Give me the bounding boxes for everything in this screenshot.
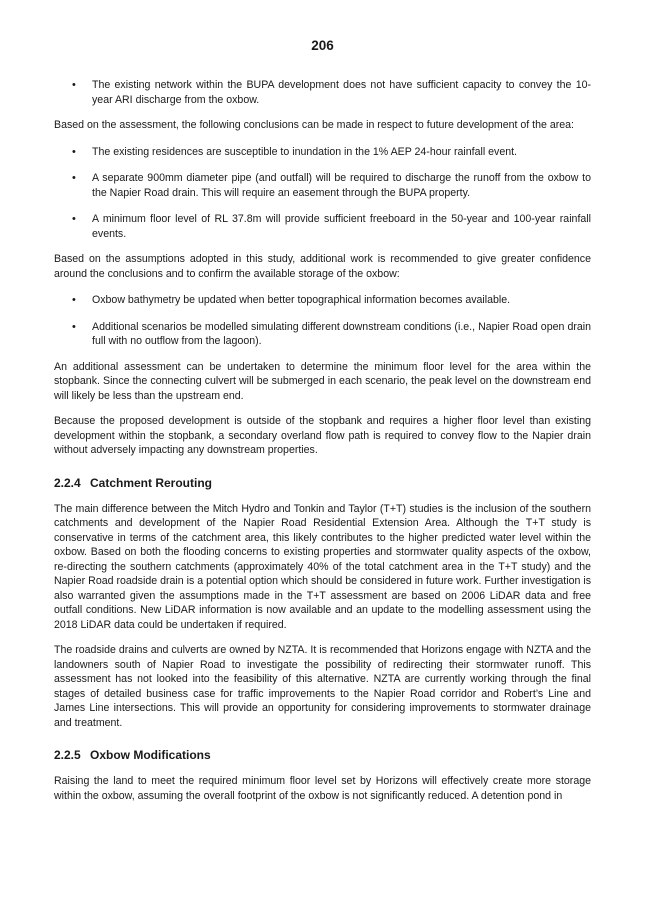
bullet-item: • A separate 900mm diameter pipe (and outfall) will be required to discharge the runoff from the oxbow to the Napier Road drain. This will require an easement through the BUPA property. — [54, 171, 591, 200]
paragraph-because: Because the proposed development is outside of the stopbank and requires a higher floor level than existing development within the stopbank, a secondary overland flow path is required to convey flow to the Napier drain without adversely impacting any downstream properties. — [54, 415, 591, 456]
bullet-item: • The existing network within the BUPA development does not have sufficient capacity to convey the 10-year ARI discharge from the oxbow. — [54, 78, 591, 107]
bullet-item: • A minimum floor level of RL 37.8m will provide sufficient freeboard in the 50-year and 100-year rainfall events. — [54, 212, 591, 241]
paragraph-additional: An additional assessment can be undertaken to determine the minimum floor level for the area within the stopbank. Since the connecting culvert will be submerged in each scenario, the peak level on the downstream end will likely be less than the upstream end. — [54, 360, 591, 402]
page-number: 206 — [311, 38, 334, 53]
section-title: Catchment Rerouting — [90, 475, 213, 490]
paragraph-225-a: Raising the land to meet the required minimum floor level set by Horizons will effectively create more storage within the oxbow, assuming the overall footprint of the oxbow is not significantly reduced. A detention pond in — [54, 775, 591, 802]
section-heading-224 — [54, 476, 591, 491]
paragraph-224-b: The roadside drains and culverts are owned by NZTA. It is recommended that Horizons engage with NZTA and the landowners south of Napier Road to investigate the possibility of redirecting their stormwater runoff. This assessment has not looked into the feasibility of this alternative. NZTA are currently working through the final stages of detailed business case for traffic improvements to the Napier Road corridor and Robert’s Line and James Line intersections. This will provide an opportunity for considering improvements to stormwater drainage and treatment. — [54, 644, 591, 729]
section-number: 2.2.4 — [54, 475, 81, 490]
paragraph-224-a: The main difference between the Mitch Hydro and Tonkin and Taylor (T+T) studies is the inclusion of the southern catchments and development of the Napier Road Residential Extension Area. Although the T+T study is conservative in terms of the catchment area, this likely contributes to the higher predicted water level within the oxbow. Based on both the flooding concerns to existing properties and stormwater quality aspects of the oxbow, re-directing the southern catchments (approximately 40% of the total catchment area in the T+T study) and the Napier Road roadside drain is a potential option which should be considered in future work. Further investigation is also warranted given the assumptions made in the T+T assessment are based on 2006 LiDAR data and free outfall conditions. New LiDAR information is now available and an update to the modelling assessment using the 2018 LiDAR data could be undertaken if required. — [54, 502, 591, 631]
bullet-item: • Oxbow bathymetry be updated when better topographical information becomes available. — [54, 293, 591, 308]
document-body — [54, 78, 591, 803]
paragraph-assumptions: Based on the assumptions adopted in this study, additional work is recommended to give greater confidence around the conclusions and to confirm the available storage of the oxbow: — [54, 253, 591, 280]
section-title: Oxbow Modifications — [90, 748, 211, 762]
section-number: 2.2.5 — [54, 748, 81, 762]
paragraph-conclusions: Based on the assessment, the following conclusions can be made in respect to future development of the area: — [54, 119, 574, 131]
bullet-item: • Additional scenarios be modelled simulating different downstream conditions (i.e., Napier Road open drain full with no outflow from the lagoon). — [54, 320, 591, 349]
bullet-item: • The existing residences are susceptible to inundation in the 1% AEP 24-hour rainfall event. — [54, 145, 591, 160]
section-heading-225 — [54, 748, 591, 763]
